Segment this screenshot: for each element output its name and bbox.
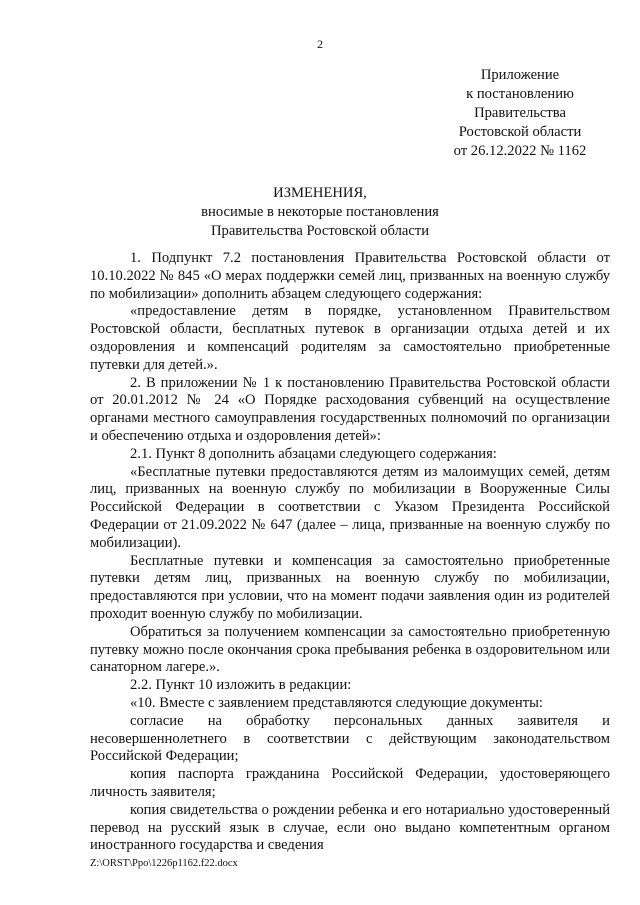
paragraph: копия паспорта гражданина Российской Федерации, удостоверяющего личность заявителя;: [90, 766, 610, 800]
appendix-date-line: от 26.12.2022 № 1162: [453, 143, 587, 159]
appendix-line: Приложение: [480, 67, 560, 83]
appendix-line: к постановлению: [466, 86, 574, 102]
appendix-block: [440, 66, 600, 161]
document-body: [90, 250, 610, 855]
paragraph: согласие на обработку персональных данных заявителя и несовершеннолетнего в соответствии с действующим законодательством Российской Федерации;: [90, 712, 610, 765]
appendix-line: Ростовской области: [458, 124, 582, 140]
page-number: 2: [317, 37, 323, 51]
paragraph: Бесплатные путевки и компенсация за самостоятельно приобретенные путевки детям лиц, призванных на военную службу по мобилизации, предоставляются при условии, что на момент подачи заявления один из родителей проходит военную службу по мобилизации.: [90, 552, 610, 622]
title-subtitle: вносимые в некоторые постановления: [201, 204, 439, 220]
paragraph: «Бесплатные путевки предоставляются детям из малоимущих семей, детям лиц, призванных на военную службу по мобилизации в Вооруженные Силы Российской Федерации в соответствии с Указом Президента Российской Федерации от 21.09.2022 № 647 (далее – лица, призванные на военную службу по мобилизации).: [90, 463, 610, 551]
title-subtitle: Правительства Ростовской области: [210, 223, 430, 239]
title-heading: ИЗМЕНЕНИЯ,: [273, 185, 367, 201]
document-title: [0, 184, 640, 241]
appendix-line: Правительства: [474, 105, 566, 121]
paragraph: 2.1. Пункт 8 дополнить абзацами следующего содержания:: [130, 445, 497, 462]
paragraph: 1. Подпункт 7.2 постановления Правительства Ростовской области от 10.10.2022 № 845 «О мерах поддержки семей лиц, призванных на военную службу по мобилизации» дополнить абзацем следующего содержания:: [90, 250, 610, 302]
paragraph: «предоставление детям в порядке, установленном Правительством Ростовской области, бесплатных путевок в организации отдыха детей и их оздоровления и компенсаций родителям за самостоятельно приобретенные путевки для детей.».: [90, 303, 610, 373]
paragraph: 2. В приложении № 1 к постановлению Правительства Ростовской области от 20.01.2012 № 24 «О Порядке расходования субвенций на осуществление органами местного самоуправления государственных полномочий по организации и обеспечению отдыха и оздоровления детей»:: [90, 374, 610, 444]
paragraph: «10. Вместе с заявлением представляются следующие документы:: [130, 694, 543, 711]
paragraph: Обратиться за получением компенсации за самостоятельно приобретенную путевку можно после окончания срока пребывания ребенка в оздоровительном или санаторном лагере.».: [90, 623, 610, 676]
paragraph: копия свидетельства о рождении ребенка и его нотариально удостоверенный перевод на русский язык в случае, если оно выдано компетентным органом иностранного государства и сведения: [90, 801, 610, 854]
paragraph: 2.2. Пункт 10 изложить в редакции:: [130, 677, 352, 694]
file-path-footer: Z:\ORST\Ppo\1226p1162.f22.docx: [90, 858, 238, 869]
